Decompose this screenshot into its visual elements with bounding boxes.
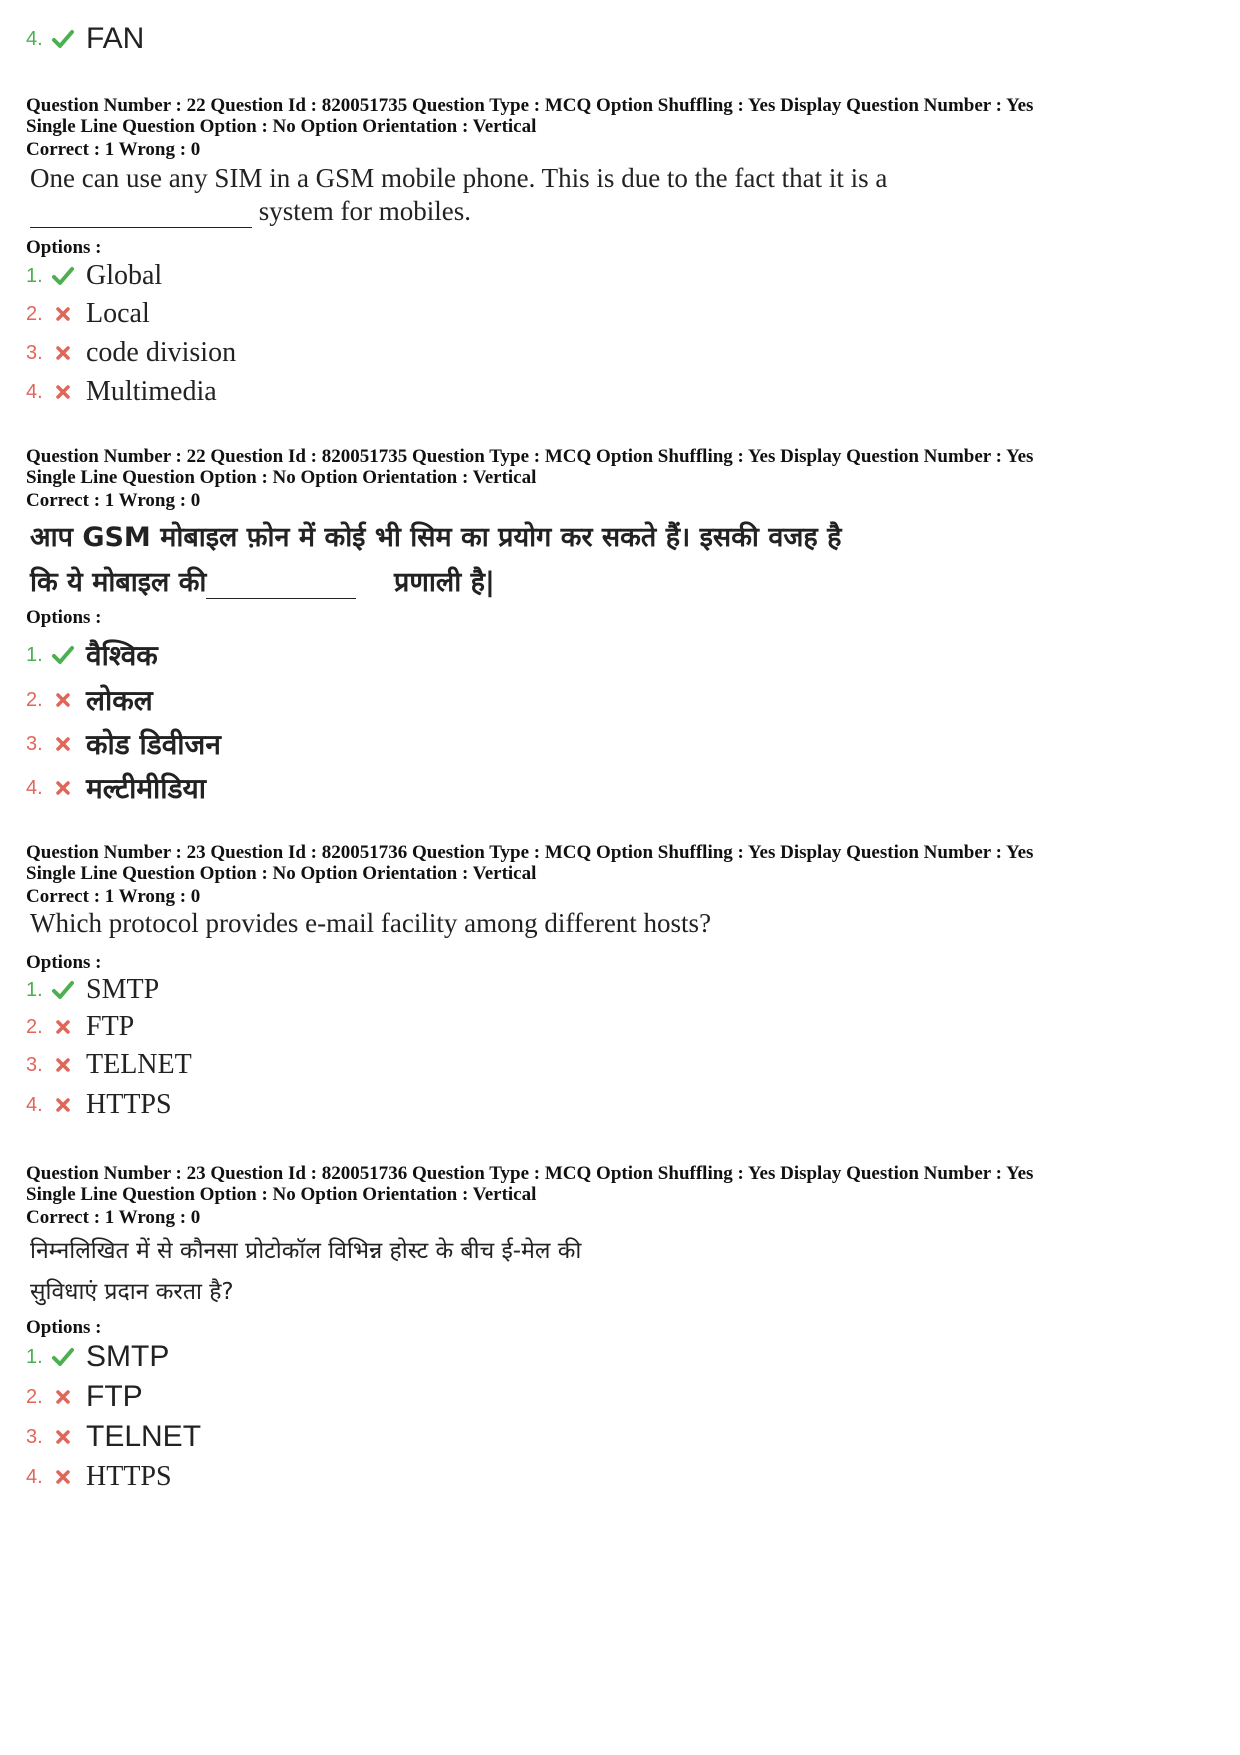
option-text: FAN xyxy=(86,22,145,55)
option-number: 1. xyxy=(26,978,43,1001)
option-number: 3. xyxy=(26,1053,43,1076)
question-meta: Question Number : 23 Question Id : 820051736 Question Type : MCQ Option Shuffling : Yes Display Question Number : Yes Single Line Question Option : No Option Orientation : Vertical xyxy=(26,842,1034,884)
option-text: कोड डिवीजन xyxy=(86,728,221,761)
question-meta: Question Number : 22 Question Id : 820051735 Question Type : MCQ Option Shuffling : Yes Display Question Number : Yes Single Line Question Option : No Option Orientation : Vertical xyxy=(26,446,1034,488)
option-row xyxy=(26,337,236,369)
option-text: FTP xyxy=(86,1011,135,1042)
option-text: TELNET xyxy=(86,1049,192,1080)
options-label: Options : xyxy=(26,607,102,628)
question-text-line2: system for mobiles. xyxy=(30,196,471,228)
cross-icon xyxy=(50,301,76,327)
option-row xyxy=(26,22,144,56)
option-text: Global xyxy=(86,260,163,291)
option-row xyxy=(26,1461,172,1493)
option-text: HTTPS xyxy=(86,1089,172,1120)
option-number: 4. xyxy=(26,1093,43,1116)
option-text: SMTP xyxy=(86,974,160,1005)
option-number: 2. xyxy=(26,1385,43,1408)
question-meta: Question Number : 22 Question Id : 820051735 Question Type : MCQ Option Shuffling : Yes Display Question Number : Yes Single Line Question Option : No Option Orientation : Vertical xyxy=(26,95,1034,137)
options-label: Options : xyxy=(26,1317,102,1338)
check-icon xyxy=(50,1344,76,1370)
option-row xyxy=(26,1089,172,1121)
question-text-line2: सुविधाएं प्रदान करता है? xyxy=(30,1279,234,1305)
cross-icon xyxy=(50,731,76,757)
option-number: 3. xyxy=(26,1425,43,1448)
check-icon xyxy=(50,977,76,1003)
score-info: Correct : 1 Wrong : 0 xyxy=(26,490,201,511)
cross-icon xyxy=(50,1424,76,1450)
cross-icon xyxy=(50,1464,76,1490)
cross-icon xyxy=(50,687,76,713)
option-row xyxy=(26,260,162,292)
option-number: 2. xyxy=(26,1015,43,1038)
option-number: 3. xyxy=(26,732,43,755)
option-number: 4. xyxy=(26,776,43,799)
score-info: Correct : 1 Wrong : 0 xyxy=(26,139,201,160)
option-row xyxy=(26,636,158,674)
option-row xyxy=(26,1380,143,1414)
question-text: निम्नलिखित में से कौनसा प्रोटोकॉल विभिन्न होस्ट के बीच ई-मेल की xyxy=(30,1238,582,1264)
answer-blank xyxy=(206,567,356,599)
option-number: 2. xyxy=(26,302,43,325)
question-text: One can use any SIM in a GSM mobile phone. This is due to the fact that it is a xyxy=(30,163,888,193)
option-row xyxy=(26,681,153,719)
option-row xyxy=(26,974,159,1006)
option-text: लोकल xyxy=(86,684,153,717)
score-info: Correct : 1 Wrong : 0 xyxy=(26,1207,201,1228)
option-text: Local xyxy=(86,298,150,329)
option-text: मल्टीमीडिया xyxy=(86,772,207,805)
option-row xyxy=(26,1420,201,1454)
option-number: 1. xyxy=(26,1345,43,1368)
option-row xyxy=(26,725,221,763)
option-text: HTTPS xyxy=(86,1461,172,1492)
option-row xyxy=(26,1049,192,1081)
check-icon xyxy=(50,26,76,52)
option-number: 4. xyxy=(26,380,43,403)
option-number: 1. xyxy=(26,643,43,666)
option-text: Multimedia xyxy=(86,376,217,407)
cross-icon xyxy=(50,1052,76,1078)
option-number: 4. xyxy=(26,1465,43,1488)
question-text: Which protocol provides e-mail facility among different hosts? xyxy=(30,908,712,938)
question-text-line2: कि ये मोबाइल की प्रणाली है| xyxy=(30,567,495,598)
score-info: Correct : 1 Wrong : 0 xyxy=(26,886,201,907)
option-row xyxy=(26,1340,169,1374)
option-number: 4. xyxy=(26,27,43,50)
cross-icon xyxy=(50,775,76,801)
option-row xyxy=(26,298,150,330)
cross-icon xyxy=(50,1092,76,1118)
cross-icon xyxy=(50,340,76,366)
answer-blank xyxy=(30,196,252,228)
option-text: FTP xyxy=(86,1380,143,1413)
option-text: वैश्विक xyxy=(86,639,158,672)
question-text: आप GSM मोबाइल फ़ोन में कोई भी सिम का प्रयोग कर सकते हैं। इसकी वजह है xyxy=(30,522,842,553)
options-label: Options : xyxy=(26,952,102,973)
option-number: 3. xyxy=(26,341,43,364)
cross-icon xyxy=(50,1014,76,1040)
option-row xyxy=(26,376,217,408)
option-text: TELNET xyxy=(86,1420,202,1453)
cross-icon xyxy=(50,1384,76,1410)
option-text: SMTP xyxy=(86,1340,170,1373)
option-row xyxy=(26,769,206,807)
question-meta: Question Number : 23 Question Id : 820051736 Question Type : MCQ Option Shuffling : Yes Display Question Number : Yes Single Line Question Option : No Option Orientation : Vertical xyxy=(26,1163,1034,1205)
option-number: 1. xyxy=(26,264,43,287)
option-number: 2. xyxy=(26,688,43,711)
check-icon xyxy=(50,263,76,289)
option-row xyxy=(26,1011,134,1043)
cross-icon xyxy=(50,379,76,405)
option-text: code division xyxy=(86,337,237,368)
options-label: Options : xyxy=(26,237,102,258)
check-icon xyxy=(50,642,76,668)
